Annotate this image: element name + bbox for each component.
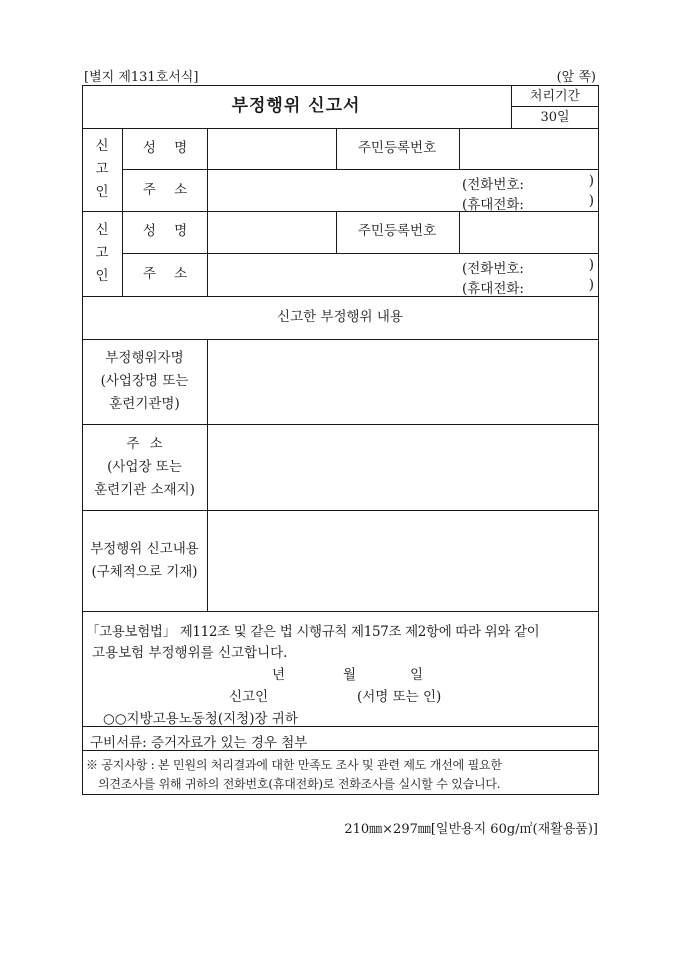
- section-title: 신고한 부정행위 내용: [277, 309, 403, 325]
- rule-group-label-right: [122, 128, 123, 296]
- addressee: ○○지방고용노동청(지청)장 귀하: [103, 711, 298, 727]
- form-code-label: [별지 제131호서식]: [84, 70, 199, 85]
- reporter2-group-label: 신 고 인: [95, 222, 109, 284]
- reporter-mobile-label: (휴대전화:: [462, 197, 524, 213]
- rule-processing-mid: [511, 106, 599, 107]
- report-content-label: 부정행위 신고내용 (구체적으로 기재): [90, 540, 199, 580]
- rule-rrn-left-1: [336, 128, 337, 169]
- signature-label[interactable]: (서명 또는 인): [357, 689, 442, 705]
- reporter2-rrn-label: 주민등록번호: [357, 223, 437, 239]
- reporter2-phone-label: (전화번호:: [462, 261, 524, 277]
- reporter-address-label: 주 소: [142, 182, 188, 198]
- reporter2-mobile-label: (휴대전화:: [462, 281, 524, 297]
- rule-label-col-right: [207, 128, 208, 296]
- processing-period-label: 처리기간: [529, 89, 581, 104]
- reporter2-mobile-row[interactable]: [462, 277, 598, 297]
- rule-field-label-right: [207, 339, 208, 611]
- page-side-label: (앞 쪽): [556, 70, 596, 85]
- declaration-text-line1: 「고용보험법」 제112조 및 같은 법 시행규칙 제157조 제2항에 따라 위와 같이: [86, 624, 540, 640]
- reporter-phone-row[interactable]: [462, 173, 598, 193]
- rule-field3-bottom: [82, 611, 599, 612]
- reporter2-mobile-close: ): [588, 277, 594, 293]
- rule-title-bottom: [82, 128, 599, 129]
- rule-rrn-right-1: [459, 128, 460, 169]
- paper-spec-label: 210㎜×297㎜[일반용지 60g/㎡(재활용품)]: [344, 822, 598, 837]
- offender-address-label: 주 소 (사업장 또는 훈련기관 소재지): [94, 435, 195, 498]
- date-day-label: 일: [410, 667, 424, 683]
- declaration-text-line2: 고용보험 부정행위를 신고합니다.: [92, 645, 288, 661]
- processing-period-value: 30일: [540, 110, 570, 125]
- notice-line1: ※ 공지사항 : 본 민원의 처리결과에 대한 만족도 조사 및 관련 제도 개선에 필요한: [86, 758, 502, 772]
- reporter-phone-close: ): [588, 173, 594, 189]
- reporter-mobile-close: ): [588, 193, 594, 209]
- reporter2-name-label: 성 명: [142, 223, 188, 239]
- reporter-name-label: 성 명: [142, 140, 188, 156]
- rule-rrn-left-2: [336, 211, 337, 253]
- notice-line2: 의견조사를 위해 귀하의 전화번호(휴대전화)로 전화조사를 실시할 수 있습니다.: [98, 777, 501, 791]
- rule-reporter1-mid: [122, 169, 599, 170]
- date-month-label: 월: [343, 667, 357, 683]
- date-year-label: 년: [272, 667, 286, 683]
- required-documents: 구비서류: 증거자료가 있는 경우 첨부: [90, 735, 308, 751]
- reporter2-address-label: 주 소: [142, 266, 188, 282]
- reporter-rrn-label: 주민등록번호: [357, 140, 437, 156]
- reporter2-phone-row[interactable]: [462, 257, 598, 277]
- rule-reporter2-mid: [122, 253, 599, 254]
- rule-rrn-right-2: [459, 211, 460, 253]
- page-title: 부정행위 신고서: [231, 96, 361, 116]
- reporter-phone-label: (전화번호:: [462, 177, 524, 193]
- reporter2-phone-close: ): [588, 257, 594, 273]
- offender-name-label: 부정행위자명 (사업장명 또는 훈련기관명): [100, 350, 189, 412]
- rule-processing-left: [511, 85, 512, 128]
- signer-label: 신고인: [229, 689, 269, 705]
- reporter-mobile-row[interactable]: [462, 193, 598, 213]
- reporter-group-label: 신 고 인: [95, 138, 109, 200]
